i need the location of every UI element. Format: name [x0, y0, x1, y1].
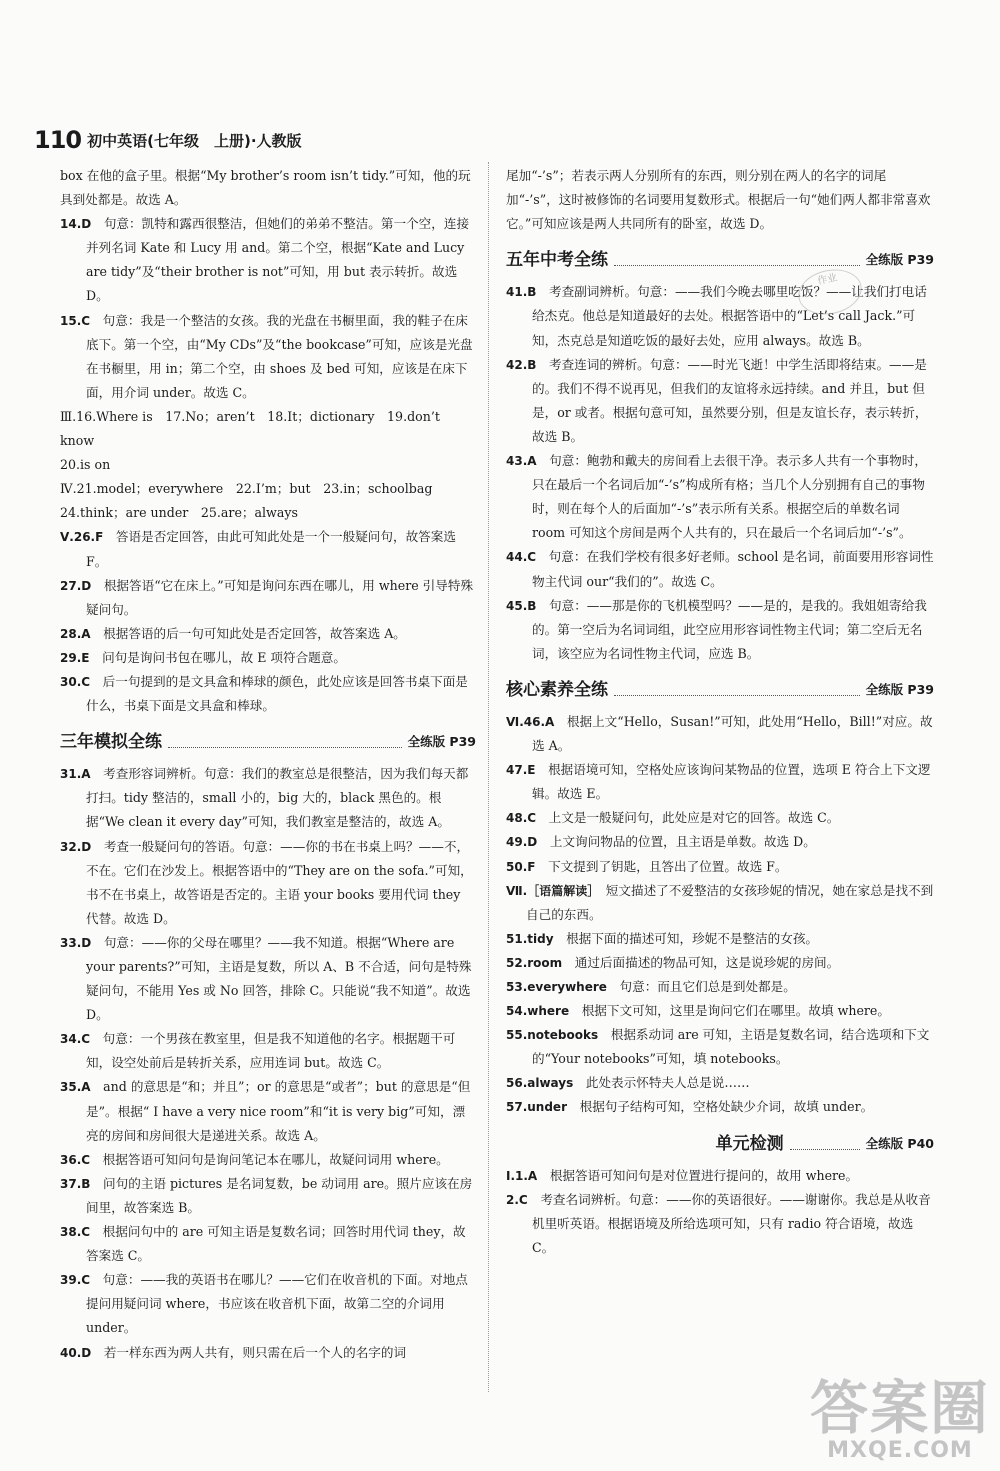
answer-explanation: 根据答语可知问句是对位置进行提问的，故用 where。 — [549, 1167, 859, 1183]
answer-number: 41.B — [506, 285, 537, 300]
watermark-logo: 答案圈 — [809, 1374, 990, 1442]
answer-item — [506, 710, 934, 758]
answer-number: 28.A — [60, 626, 91, 641]
answer-number: 50.F — [506, 859, 536, 874]
continued-text: box 在他的盒子里。根据“My brother’s room isn’t tidy.”可知，他的玩具到处都是。故选 A。 — [60, 168, 471, 208]
answer-explanation: and 的意思是“和；并且”；or 的意思是“或者”；but 的意思是“但是”。根据“ I have a very nice room”和“it is very big”可知，漂亮的房间和房间很大是递进关系。故选 A。 — [86, 1079, 471, 1143]
section-title: 单元检测 — [715, 1133, 784, 1154]
answer-item — [60, 525, 476, 573]
answer-number: Ⅶ.［语篇解读］ — [506, 883, 594, 898]
section-page-ref: 全练版 P39 — [865, 681, 934, 697]
answer-number: Ⅵ.46.A — [506, 714, 555, 729]
answer-item — [506, 806, 934, 830]
answer-number: 43.A — [506, 454, 537, 469]
answer-number: 48.C — [506, 811, 537, 826]
section-heading — [506, 678, 934, 702]
answer-number: 45.B — [506, 598, 537, 613]
answer-explanation: 根据句子结构可知，空格处缺少介词，故填 under。 — [579, 1099, 874, 1115]
answer-number: 27.D — [60, 578, 92, 593]
answer-explanation: 根据答语的后一句可知此处是否定回答，故答案选 A。 — [103, 625, 406, 641]
answer-item — [506, 280, 934, 352]
answer-number: 40.D — [60, 1345, 92, 1360]
answer-explanation: 句意：而且它们总是到处都是。 — [619, 979, 796, 994]
answer-item — [506, 855, 934, 879]
answer-item — [506, 449, 934, 545]
dotted-leader — [790, 1149, 860, 1150]
section-page-ref: 全练版 P39 — [407, 734, 476, 750]
answer-number: 33.D — [60, 935, 92, 950]
answer-explanation: 考查形容词辨析。句意：我们的教室总是很整洁，因为我们每天都打扫。tidy 整洁的，small 小的，big 大的，black 黑色的。根据“We clean it every day”可知，我们教室是整洁的，故选 A。 — [86, 766, 469, 830]
answer-number: 36.C — [60, 1152, 91, 1167]
section-page-ref: 全练版 P39 — [865, 252, 934, 268]
section-heading — [60, 730, 476, 754]
dotted-leader — [614, 695, 860, 696]
answer-explanation: 此处表示怀特夫人总是说…… — [585, 1075, 750, 1091]
answer-item — [60, 1220, 476, 1268]
answer-explanation: 句意：鲍勃和戴夫的房间看上去很干净。表示多人共有一个事物时，只在最后一个名词后加“-’s”构成所有格；当几个人分别拥有自己的事物时，则在每个人的后面加“-’s”表示所有关系。根据空后的单数名词 room 可知这个房间是两个人共有的，只在最后一个名词后加“-’s”。 — [532, 453, 927, 541]
page-header — [34, 122, 302, 158]
answer-number: 15.C — [60, 313, 91, 328]
site-watermark — [809, 1374, 990, 1463]
answer-item — [506, 1164, 934, 1188]
answer-item — [60, 1268, 476, 1340]
answer-explanation: 根据答语可知问句是询问笔记本在哪儿，故疑问词用 where。 — [102, 1151, 449, 1167]
answer-item — [60, 622, 476, 646]
answer-explanation: 句意：我是一个整洁的女孩。我的光盘在书橱里面，我的鞋子在床底下。第一个空，由“My CDs”及“the bookcase”可知，应该是光盘在书橱里，用 in；第二个空，由 shoes 及 bed 可知，应该是在床下面，用介词 under。故选 C。 — [86, 312, 473, 400]
answer-item — [60, 1341, 476, 1365]
answer-number: 29.E — [60, 650, 90, 665]
answer-number: 39.C — [60, 1273, 91, 1288]
section-title: 三年模拟全练 — [60, 732, 162, 753]
answer-explanation: 考查名词辨析。句意：——你的英语很好。——谢谢你。我总是从收音机里听英语。根据语境及所给选项可知，只有 radio 符合语境，故选 C。 — [532, 1191, 931, 1255]
answer-number: 55.notebooks — [506, 1028, 599, 1043]
answer-item — [60, 574, 476, 622]
section-title: 核心素养全练 — [506, 679, 608, 700]
answer-explanation: 上文是一般疑问句，此处应是对它的回答。故选 C。 — [548, 810, 840, 826]
answer-item — [60, 1027, 476, 1075]
answer-explanation: 下文提到了钥匙，且答出了位置。故选 F。 — [548, 858, 788, 874]
answer-item — [60, 835, 476, 931]
answer-explanation: 通过后面描述的物品可知，这是说珍妮的房间。 — [574, 954, 840, 970]
answer-number: 35.A — [60, 1080, 91, 1095]
answer-item — [60, 762, 476, 834]
answer-number: 14.D — [60, 217, 92, 232]
answer-explanation: 句意：——那是你的飞机模型吗？——是的，是我的。我姐姐寄给我的。第一空后为名词词组，此空应用形容词性物主代词；第二空后无名词，该空应为名词性物主代词，应选 B。 — [532, 597, 927, 661]
answer-explanation: 根据答语“它在床上。”可知是询问东西在哪儿，用 where 引导特殊疑问句。 — [86, 577, 474, 617]
answer-number: 47.E — [506, 763, 536, 778]
answer-explanation: 句意：——你的父母在哪里？——我不知道。根据“Where are your parents?”可知，主语是复数，所以 A、B 不合适，问句是特殊疑问句，不能用 Yes 或 No 回答，排除 C。只能说“我不知道”。故选 D。 — [86, 934, 472, 1023]
answer-item — [506, 594, 934, 666]
answer-number: 38.C — [60, 1225, 91, 1240]
answer-item — [506, 975, 934, 999]
answer-explanation: 后一句提到的是文具盒和棒球的颜色，此处应该是回答书桌下面是什么，书桌下面是文具盒和棒球。 — [86, 673, 468, 714]
left-column — [60, 164, 476, 1365]
answer-explanation: 根据系动词 are 可知，主语是复数名词，结合选项和下文的“Your notebooks”可知，填 notebooks。 — [532, 1027, 930, 1067]
answer-line: Ⅲ.16.Where is 17.No；aren’t 18.It；dictionary 19.don’t know — [60, 408, 440, 449]
answer-explanation: 根据下面的描述可知，珍妮不是整洁的女孩。 — [566, 930, 818, 946]
answer-number: Ⅰ.1.A — [506, 1168, 538, 1183]
answer-explanation: 考查副词辨析。句意：——我们今晚去哪里吃饭？——让我们打电话给杰克。他总是知道最好的去处。根据答语中的“Let’s call Jack.”可知，杰克总是知道吃饭的最好去处，应用 always。故选 B。 — [532, 284, 927, 348]
answer-item — [506, 1095, 934, 1119]
column-divider — [488, 162, 489, 1392]
answer-number: 52.room — [506, 955, 563, 970]
answer-number: 44.C — [506, 550, 537, 565]
book-title: 初中英语(七年级 上册)·人教版 — [87, 131, 302, 150]
answer-explanation: 考查连词的辨析。句意：——时光飞逝！中学生活即将结束。——是的。我们不得不说再见，但我们的友谊将永远持续。and 并且，but 但是，or 或者。根据句意可知，虽然要分别，但是友谊长存，表示转折，故选 B。 — [532, 356, 928, 444]
dotted-leader — [168, 747, 402, 748]
answer-item — [506, 951, 934, 975]
answer-explanation: 短文描述了不爱整洁的女孩珍妮的情况，她在家总是找不到自己的东西。 — [526, 882, 934, 922]
answer-item — [506, 1023, 934, 1071]
answer-explanation: 上文询问物品的位置，且主语是单数。故选 D。 — [549, 834, 816, 850]
continued-text: 尾加“-’s”；若表示两人分别所有的东西，则分别在两人的名字的词尾加“-’s”，这时被修饰的名词要用复数形式。根据后一句“她们两人都非常喜欢它。”可知应该是两人共同所有的卧室，故选 D。 — [506, 168, 931, 232]
answer-item — [506, 927, 934, 951]
page-number: 110 — [34, 126, 82, 154]
answer-item — [506, 545, 934, 593]
answer-explanation: 考查一般疑问句的答语。句意：——你的书在书桌上吗？——不，不在。它们在沙发上。根据答语中的“They are on the sofa.”可知，书不在书桌上，故答语是否定的。主语 your books 要用代词 they 代替。故选 D。 — [86, 838, 473, 926]
answer-explanation: 句意：凯特和露西很整洁，但她们的弟弟不整洁。第一个空，连接并列名词 Kate 和 Lucy 用 and。第二个空，根据“Kate and Lucy are tidy”及“their brother is not”可知，用 but 表示转折。故选 D。 — [86, 216, 470, 304]
answer-explanation: 若一样东西为两人共有，则只需在后一个人的名字的词 — [103, 1344, 407, 1360]
answer-item — [506, 353, 934, 449]
answer-explanation: 根据语境可知，空格处应该询问某物品的位置，选项 E 符合上下文逻辑。故选 E。 — [532, 762, 931, 802]
answer-item — [506, 879, 934, 927]
answer-explanation: 问句的主语 pictures 是名词复数，be 动词用 are。照片应该在房间里，故答案选 B。 — [86, 1175, 473, 1215]
answer-number: 31.A — [60, 767, 91, 782]
answer-explanation: 句意：一个男孩在教室里，但是我不知道他的名字。根据题干可知，设空处前后是转折关系，应用连词 but。故选 C。 — [86, 1031, 456, 1071]
answer-item — [60, 931, 476, 1027]
answer-item — [60, 1148, 476, 1172]
section-title: 五年中考全练 — [506, 250, 608, 271]
answer-number: 37.B — [60, 1176, 91, 1191]
answer-line: Ⅳ.21.model；everywhere 22.I’m；but 23.in；schoolbag 24.think；are under 25.are；always — [60, 481, 446, 521]
answer-number: 2.C — [506, 1192, 528, 1207]
stamp-text: 作业 — [816, 272, 839, 288]
answer-item — [506, 1071, 934, 1095]
answer-item — [506, 1188, 934, 1260]
answer-number: 49.D — [506, 835, 538, 850]
answer-number: Ⅴ.26.F — [60, 530, 104, 545]
right-column — [506, 164, 934, 1260]
section-heading — [506, 248, 934, 272]
answer-number: 51.tidy — [506, 931, 554, 946]
answer-explanation: 问句是询问书包在哪儿，故 E 项符合题意。 — [102, 649, 346, 665]
answer-number: 56.always — [506, 1076, 574, 1091]
answer-explanation: 根据下文可知，这里是询问它们在哪里。故填 where。 — [581, 1003, 890, 1019]
answer-line: 20.is on — [60, 457, 111, 473]
answer-item — [506, 999, 934, 1023]
answer-item — [60, 670, 476, 718]
answer-item — [60, 1075, 476, 1147]
answer-explanation: 根据问句中的 are 可知主语是复数名词；回答时用代词 they，故答案选 C。 — [86, 1224, 466, 1264]
answer-explanation: 句意：——我的英语书在哪儿？——它们在收音机的下面。对地点提问用疑问词 where，书应该在收音机下面，故第二空的介词用 under。 — [86, 1272, 468, 1336]
dotted-leader — [614, 265, 860, 266]
section-heading — [506, 1132, 934, 1156]
section-page-ref: 全练版 P40 — [865, 1135, 934, 1151]
answer-number: 54.where — [506, 1004, 570, 1019]
watermark-site: MXQE.COM — [827, 1438, 973, 1463]
answer-item — [60, 309, 476, 405]
answer-item — [60, 1172, 476, 1220]
answer-item — [506, 758, 934, 806]
answer-explanation: 根据上文“Hello，Susan!”可知，此处用“Hello，Bill!”对应。故选 A。 — [532, 713, 933, 754]
answer-number: 32.D — [60, 839, 92, 854]
answer-number: 30.C — [60, 674, 91, 689]
answer-number: 42.B — [506, 357, 537, 372]
answer-explanation: 答语是否定回答，由此可知此处是一个一般疑问句，故答案选 F。 — [86, 529, 456, 569]
answer-number: 34.C — [60, 1032, 91, 1047]
answer-explanation: 句意：在我们学校有很多好老师。school 是名词，前面要用形容词性物主代词 our“我们的”。故选 C。 — [532, 549, 934, 589]
answer-item — [506, 830, 934, 854]
answer-number: 53.everywhere — [506, 980, 607, 994]
answer-item — [60, 646, 476, 670]
answer-number: 57.under — [506, 1100, 567, 1115]
answer-item — [60, 212, 476, 308]
